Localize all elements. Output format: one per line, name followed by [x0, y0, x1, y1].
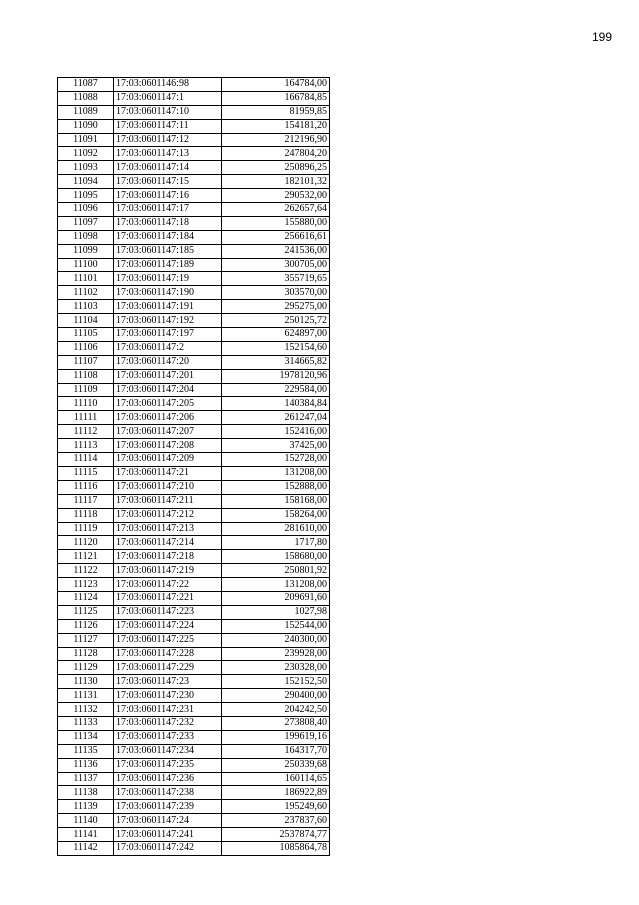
table-row — [58, 272, 330, 286]
table-row — [58, 230, 330, 244]
table-row — [58, 203, 330, 217]
table-row — [58, 619, 330, 633]
cadastral-value-cell: 158168,00 — [222, 494, 330, 508]
cadastral-value-cell: 247804,20 — [222, 147, 330, 161]
table-row — [58, 716, 330, 730]
row-number-cell: 11112 — [58, 425, 114, 439]
cadastral-value-cell: 152416,00 — [222, 425, 330, 439]
table-row — [58, 341, 330, 355]
cadastral-number-cell: 17:03:0601147:213 — [114, 522, 222, 536]
cadastral-number-cell: 17:03:0601147:2 — [114, 341, 222, 355]
cadastral-value-cell: 250896,25 — [222, 161, 330, 175]
cadastral-value-cell: 290532,00 — [222, 189, 330, 203]
cadastral-number-cell: 17:03:0601147:223 — [114, 605, 222, 619]
table-row — [58, 522, 330, 536]
cadastral-value-cell: 131208,00 — [222, 466, 330, 480]
row-number-cell: 11098 — [58, 230, 114, 244]
cadastral-number-cell: 17:03:0601147:189 — [114, 258, 222, 272]
table-row — [58, 91, 330, 105]
table-row — [58, 383, 330, 397]
cadastral-number-cell: 17:03:0601147:232 — [114, 716, 222, 730]
cadastral-number-cell: 17:03:0601147:11 — [114, 119, 222, 133]
cadastral-value-cell: 240300,00 — [222, 633, 330, 647]
cadastral-value-cell: 355719,65 — [222, 272, 330, 286]
row-number-cell: 11091 — [58, 133, 114, 147]
table-row — [58, 661, 330, 675]
cadastral-number-cell: 17:03:0601147:205 — [114, 397, 222, 411]
cadastral-number-cell: 17:03:0601147:241 — [114, 828, 222, 842]
table-row — [58, 369, 330, 383]
row-number-cell: 11097 — [58, 216, 114, 230]
cadastral-number-cell: 17:03:0601147:17 — [114, 203, 222, 217]
table-row — [58, 564, 330, 578]
cadastral-number-cell: 17:03:0601147:24 — [114, 814, 222, 828]
row-number-cell: 11095 — [58, 189, 114, 203]
table-row — [58, 119, 330, 133]
cadastral-value-cell: 237837,60 — [222, 814, 330, 828]
row-number-cell: 11092 — [58, 147, 114, 161]
cadastral-number-cell: 17:03:0601147:16 — [114, 189, 222, 203]
row-number-cell: 11142 — [58, 841, 114, 855]
row-number-cell: 11140 — [58, 814, 114, 828]
row-number-cell: 11120 — [58, 536, 114, 550]
row-number-cell: 11102 — [58, 286, 114, 300]
cadastral-number-cell: 17:03:0601147:12 — [114, 133, 222, 147]
cadastral-value-cell: 154181,20 — [222, 119, 330, 133]
row-number-cell: 11105 — [58, 328, 114, 342]
row-number-cell: 11136 — [58, 758, 114, 772]
row-number-cell: 11117 — [58, 494, 114, 508]
table-row — [58, 786, 330, 800]
cadastral-value-cell: 152888,00 — [222, 480, 330, 494]
cadastral-value-cell: 140384,84 — [222, 397, 330, 411]
cadastral-number-cell: 17:03:0601147:224 — [114, 619, 222, 633]
cadastral-number-cell: 17:03:0601147:236 — [114, 772, 222, 786]
table-row — [58, 591, 330, 605]
row-number-cell: 11093 — [58, 161, 114, 175]
cadastral-number-cell: 17:03:0601147:206 — [114, 411, 222, 425]
row-number-cell: 11132 — [58, 703, 114, 717]
cadastral-number-cell: 17:03:0601147:229 — [114, 661, 222, 675]
cadastral-number-cell: 17:03:0601147:22 — [114, 578, 222, 592]
row-number-cell: 11135 — [58, 744, 114, 758]
cadastral-value-cell: 250125,72 — [222, 314, 330, 328]
cadastral-number-cell: 17:03:0601147:20 — [114, 355, 222, 369]
cadastral-value-cell: 195249,60 — [222, 800, 330, 814]
cadastral-number-cell: 17:03:0601147:21 — [114, 466, 222, 480]
cadastral-number-cell: 17:03:0601147:1 — [114, 91, 222, 105]
cadastral-number-cell: 17:03:0601147:207 — [114, 425, 222, 439]
table-row — [58, 744, 330, 758]
table-row — [58, 675, 330, 689]
cadastral-value-cell: 199619,16 — [222, 730, 330, 744]
cadastral-value-cell: 212196,90 — [222, 133, 330, 147]
cadastral-value-cell: 204242,50 — [222, 703, 330, 717]
table-row — [58, 605, 330, 619]
cadastral-number-cell: 17:03:0601147:10 — [114, 105, 222, 119]
cadastral-value-cell: 182101,32 — [222, 175, 330, 189]
row-number-cell: 11131 — [58, 689, 114, 703]
table-row — [58, 466, 330, 480]
table-row — [58, 161, 330, 175]
row-number-cell: 11116 — [58, 480, 114, 494]
cadastral-value-cell: 229584,00 — [222, 383, 330, 397]
row-number-cell: 11114 — [58, 453, 114, 467]
cadastral-number-cell: 17:03:0601147:228 — [114, 647, 222, 661]
row-number-cell: 11099 — [58, 244, 114, 258]
table-row — [58, 550, 330, 564]
table-row — [58, 189, 330, 203]
cadastral-value-cell: 273808,40 — [222, 716, 330, 730]
table-row — [58, 258, 330, 272]
cadastral-number-cell: 17:03:0601147:204 — [114, 383, 222, 397]
cadastral-number-cell: 17:03:0601147:14 — [114, 161, 222, 175]
cadastral-value-cell: 2537874,77 — [222, 828, 330, 842]
row-number-cell: 11125 — [58, 605, 114, 619]
cadastral-number-cell: 17:03:0601147:211 — [114, 494, 222, 508]
cadastral-number-cell: 17:03:0601146:98 — [114, 78, 222, 92]
cadastral-value-cell: 262657,64 — [222, 203, 330, 217]
cadastral-value-cell: 241536,00 — [222, 244, 330, 258]
cadastral-value-cell: 1717,80 — [222, 536, 330, 550]
row-number-cell: 11107 — [58, 355, 114, 369]
row-number-cell: 11088 — [58, 91, 114, 105]
cadastral-number-cell: 17:03:0601147:231 — [114, 703, 222, 717]
cadastral-value-cell: 1978120,96 — [222, 369, 330, 383]
row-number-cell: 11122 — [58, 564, 114, 578]
row-number-cell: 11119 — [58, 522, 114, 536]
row-number-cell: 11126 — [58, 619, 114, 633]
cadastral-number-cell: 17:03:0601147:197 — [114, 328, 222, 342]
row-number-cell: 11121 — [58, 550, 114, 564]
cadastral-value-cell: 81959,85 — [222, 105, 330, 119]
table-row — [58, 814, 330, 828]
cadastral-number-cell: 17:03:0601147:218 — [114, 550, 222, 564]
cadastral-number-cell: 17:03:0601147:191 — [114, 300, 222, 314]
table-row — [58, 300, 330, 314]
cadastral-value-cell: 303570,00 — [222, 286, 330, 300]
table-row — [58, 133, 330, 147]
cadastral-number-cell: 17:03:0601147:184 — [114, 230, 222, 244]
cadastral-number-cell: 17:03:0601147:234 — [114, 744, 222, 758]
row-number-cell: 11115 — [58, 466, 114, 480]
cadastral-value-cell: 155880,00 — [222, 216, 330, 230]
table-row — [58, 175, 330, 189]
cadastral-value-cell: 624897,00 — [222, 328, 330, 342]
cadastral-value-cell: 166784,85 — [222, 91, 330, 105]
cadastral-value-cell: 1085864,78 — [222, 841, 330, 855]
table-row — [58, 508, 330, 522]
table-row — [58, 411, 330, 425]
cadastral-value-cell: 152544,00 — [222, 619, 330, 633]
row-number-cell: 11094 — [58, 175, 114, 189]
table-row — [58, 480, 330, 494]
cadastral-number-cell: 17:03:0601147:212 — [114, 508, 222, 522]
table-row — [58, 578, 330, 592]
cadastral-value-cell: 131208,00 — [222, 578, 330, 592]
cadastral-number-cell: 17:03:0601147:201 — [114, 369, 222, 383]
table-row — [58, 689, 330, 703]
cadastral-value-cell: 250339,68 — [222, 758, 330, 772]
row-number-cell: 11110 — [58, 397, 114, 411]
row-number-cell: 11130 — [58, 675, 114, 689]
cadastral-number-cell: 17:03:0601147:235 — [114, 758, 222, 772]
table-row — [58, 703, 330, 717]
cadastral-number-cell: 17:03:0601147:185 — [114, 244, 222, 258]
cadastral-value-cell: 186922,89 — [222, 786, 330, 800]
row-number-cell: 11133 — [58, 716, 114, 730]
table-row — [58, 425, 330, 439]
cadastral-value-cell: 164784,00 — [222, 78, 330, 92]
table-row — [58, 355, 330, 369]
table-body — [58, 78, 330, 856]
row-number-cell: 11106 — [58, 341, 114, 355]
cadastral-value-cell: 152152,50 — [222, 675, 330, 689]
cadastral-number-cell: 17:03:0601147:192 — [114, 314, 222, 328]
cadastral-value-cell: 152154,60 — [222, 341, 330, 355]
row-number-cell: 11138 — [58, 786, 114, 800]
row-number-cell: 11139 — [58, 800, 114, 814]
row-number-cell: 11100 — [58, 258, 114, 272]
cadastral-number-cell: 17:03:0601147:15 — [114, 175, 222, 189]
table-row — [58, 841, 330, 855]
cadastral-number-cell: 17:03:0601147:233 — [114, 730, 222, 744]
row-number-cell: 11111 — [58, 411, 114, 425]
cadastral-value-cell: 295275,00 — [222, 300, 330, 314]
cadastral-value-cell: 300705,00 — [222, 258, 330, 272]
cadastral-number-cell: 17:03:0601147:190 — [114, 286, 222, 300]
cadastral-number-cell: 17:03:0601147:230 — [114, 689, 222, 703]
row-number-cell: 11129 — [58, 661, 114, 675]
cadastral-number-cell: 17:03:0601147:238 — [114, 786, 222, 800]
cadastral-number-cell: 17:03:0601147:208 — [114, 439, 222, 453]
table-row — [58, 147, 330, 161]
row-number-cell: 11128 — [58, 647, 114, 661]
row-number-cell: 11090 — [58, 119, 114, 133]
cadastral-value-cell: 158264,00 — [222, 508, 330, 522]
table-row — [58, 286, 330, 300]
cadastral-number-cell: 17:03:0601147:214 — [114, 536, 222, 550]
table-row — [58, 633, 330, 647]
cadastral-number-cell: 17:03:0601147:19 — [114, 272, 222, 286]
cadastral-number-cell: 17:03:0601147:13 — [114, 147, 222, 161]
row-number-cell: 11108 — [58, 369, 114, 383]
cadastral-value-table — [57, 77, 330, 856]
cadastral-value-cell: 239928,00 — [222, 647, 330, 661]
row-number-cell: 11103 — [58, 300, 114, 314]
cadastral-value-cell: 1027,98 — [222, 605, 330, 619]
cadastral-value-cell: 261247,04 — [222, 411, 330, 425]
cadastral-value-cell: 37425,00 — [222, 439, 330, 453]
table-row — [58, 314, 330, 328]
row-number-cell: 11087 — [58, 78, 114, 92]
cadastral-number-cell: 17:03:0601147:23 — [114, 675, 222, 689]
cadastral-value-cell: 314665,82 — [222, 355, 330, 369]
row-number-cell: 11123 — [58, 578, 114, 592]
cadastral-value-cell: 250801,92 — [222, 564, 330, 578]
table-row — [58, 758, 330, 772]
page-number: 199 — [592, 30, 613, 44]
cadastral-value-cell: 256616,61 — [222, 230, 330, 244]
table-row — [58, 216, 330, 230]
table-row — [58, 772, 330, 786]
cadastral-value-cell: 152728,00 — [222, 453, 330, 467]
table-row — [58, 536, 330, 550]
cadastral-number-cell: 17:03:0601147:210 — [114, 480, 222, 494]
cadastral-value-cell: 230328,00 — [222, 661, 330, 675]
table-row — [58, 439, 330, 453]
table-row — [58, 453, 330, 467]
row-number-cell: 11096 — [58, 203, 114, 217]
row-number-cell: 11104 — [58, 314, 114, 328]
row-number-cell: 11101 — [58, 272, 114, 286]
row-number-cell: 11089 — [58, 105, 114, 119]
cadastral-number-cell: 17:03:0601147:221 — [114, 591, 222, 605]
cadastral-value-cell: 164317,70 — [222, 744, 330, 758]
table-row — [58, 494, 330, 508]
cadastral-value-cell: 160114,65 — [222, 772, 330, 786]
row-number-cell: 11124 — [58, 591, 114, 605]
cadastral-value-cell: 209691,60 — [222, 591, 330, 605]
table-row — [58, 828, 330, 842]
cadastral-number-cell: 17:03:0601147:225 — [114, 633, 222, 647]
table-row — [58, 78, 330, 92]
cadastral-number-cell: 17:03:0601147:239 — [114, 800, 222, 814]
table-row — [58, 397, 330, 411]
row-number-cell: 11118 — [58, 508, 114, 522]
row-number-cell: 11127 — [58, 633, 114, 647]
cadastral-value-cell: 281610,00 — [222, 522, 330, 536]
row-number-cell: 11109 — [58, 383, 114, 397]
cadastral-number-cell: 17:03:0601147:242 — [114, 841, 222, 855]
row-number-cell: 11141 — [58, 828, 114, 842]
row-number-cell: 11113 — [58, 439, 114, 453]
table-row — [58, 105, 330, 119]
cadastral-number-cell: 17:03:0601147:219 — [114, 564, 222, 578]
table-row — [58, 647, 330, 661]
cadastral-number-cell: 17:03:0601147:18 — [114, 216, 222, 230]
table-row — [58, 244, 330, 258]
row-number-cell: 11137 — [58, 772, 114, 786]
cadastral-value-cell: 290400,00 — [222, 689, 330, 703]
row-number-cell: 11134 — [58, 730, 114, 744]
table-row — [58, 730, 330, 744]
cadastral-number-cell: 17:03:0601147:209 — [114, 453, 222, 467]
cadastral-value-cell: 158680,00 — [222, 550, 330, 564]
table-row — [58, 800, 330, 814]
table-row — [58, 328, 330, 342]
